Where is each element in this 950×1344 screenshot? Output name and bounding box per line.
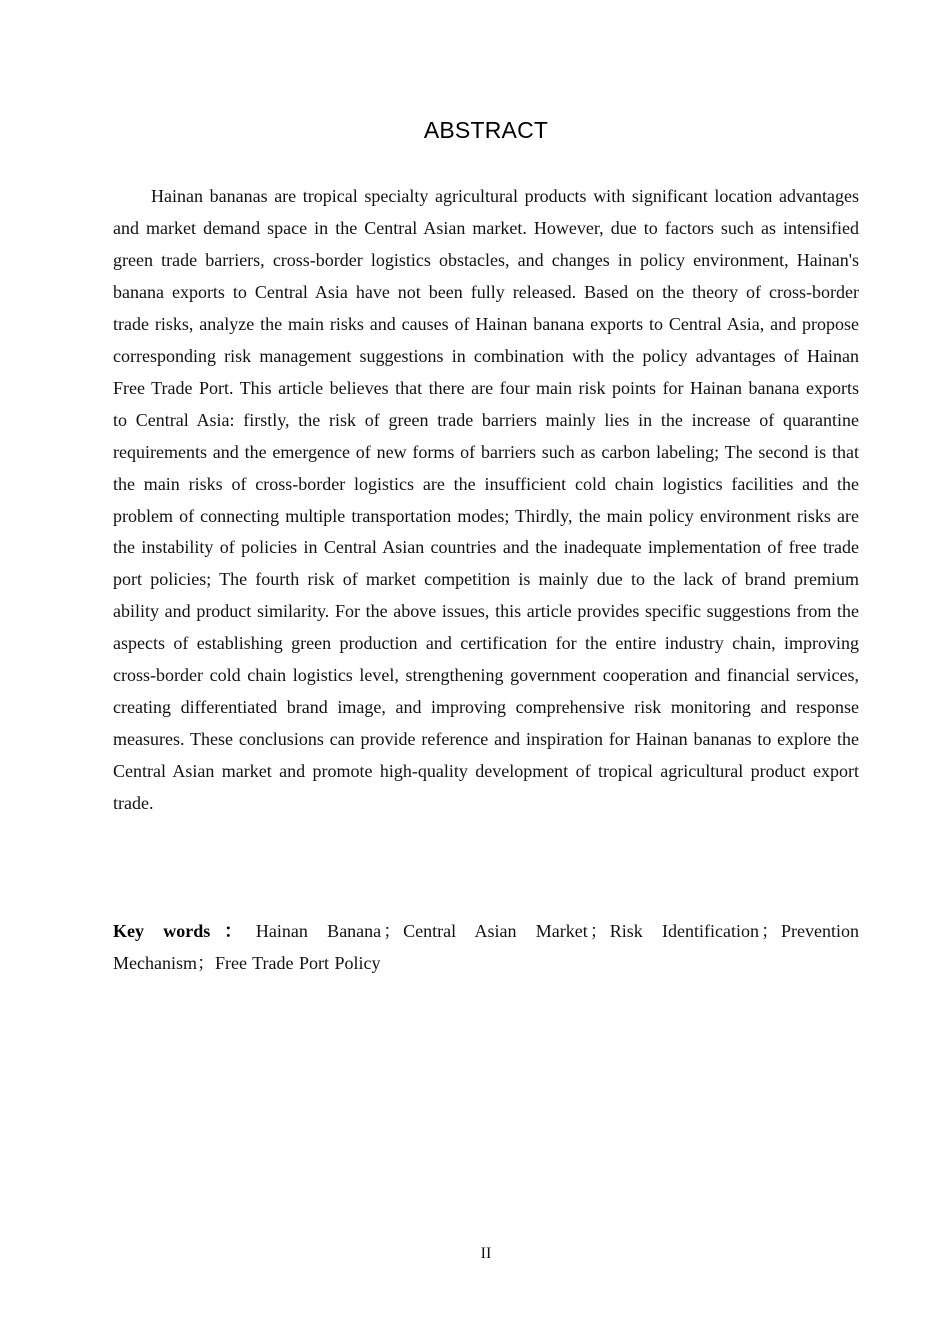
keyword-item: Free Trade Port Policy [214, 953, 381, 973]
page-number: II [480, 1245, 492, 1262]
keywords-label: Key words： [113, 921, 256, 941]
keyword-separator: ； [196, 953, 215, 973]
keywords-line [113, 915, 859, 979]
keyword-separator: ； [383, 921, 402, 941]
keyword-item: Hainan Banana [255, 921, 382, 941]
keyword-item: Prevention Mechanism [113, 921, 860, 973]
keyword-separator: ； [761, 921, 780, 941]
abstract-body: Hainan bananas are tropical specialty agricultural products with significant location advantages and market demand space in the Central Asian market. However, due to factors such as intensified green trade barriers, cross-border logistics obstacles, and changes in policy environment, Hainan's banana exports to Central Asia have not been fully released. Based on the theory of cross-border trade risks, analyze the main risks and causes of Hainan banana exports to Central Asia, and propose corresponding risk management suggestions in combination with the policy advantages of Hainan Free Trade Port. This article believes that there are four main risk points for Hainan banana exports to Central Asia: firstly, the risk of green trade barriers mainly lies in the increase of quarantine requirements and the emergence of new forms of barriers such as carbon labeling; The second is that the main risks of cross-border logistics are the insufficient cold chain logistics facilities and the problem of connecting multiple transportation modes; Thirdly, the main policy environment risks are the instability of policies in Central Asian countries and the inadequate implementation of free trade port policies; The fourth risk of market competition is mainly due to the lack of brand premium ability and product similarity. For the above issues, this article provides specific suggestions from the aspects of establishing green production and certification for the entire industry chain, improving cross-border cold chain logistics level, strengthening government cooperation and financial services, creating differentiated brand image, and improving comprehensive risk monitoring and response measures. These conclusions can provide reference and inspiration for Hainan bananas to explore the Central Asian market and promote high-quality development of tropical agricultural product export trade. [113, 186, 859, 814]
keyword-separator: ； [589, 921, 608, 941]
keyword-item: Risk Identification [609, 921, 760, 941]
keyword-item: Central Asian Market [403, 921, 588, 941]
abstract-title: ABSTRACT [423, 117, 549, 143]
